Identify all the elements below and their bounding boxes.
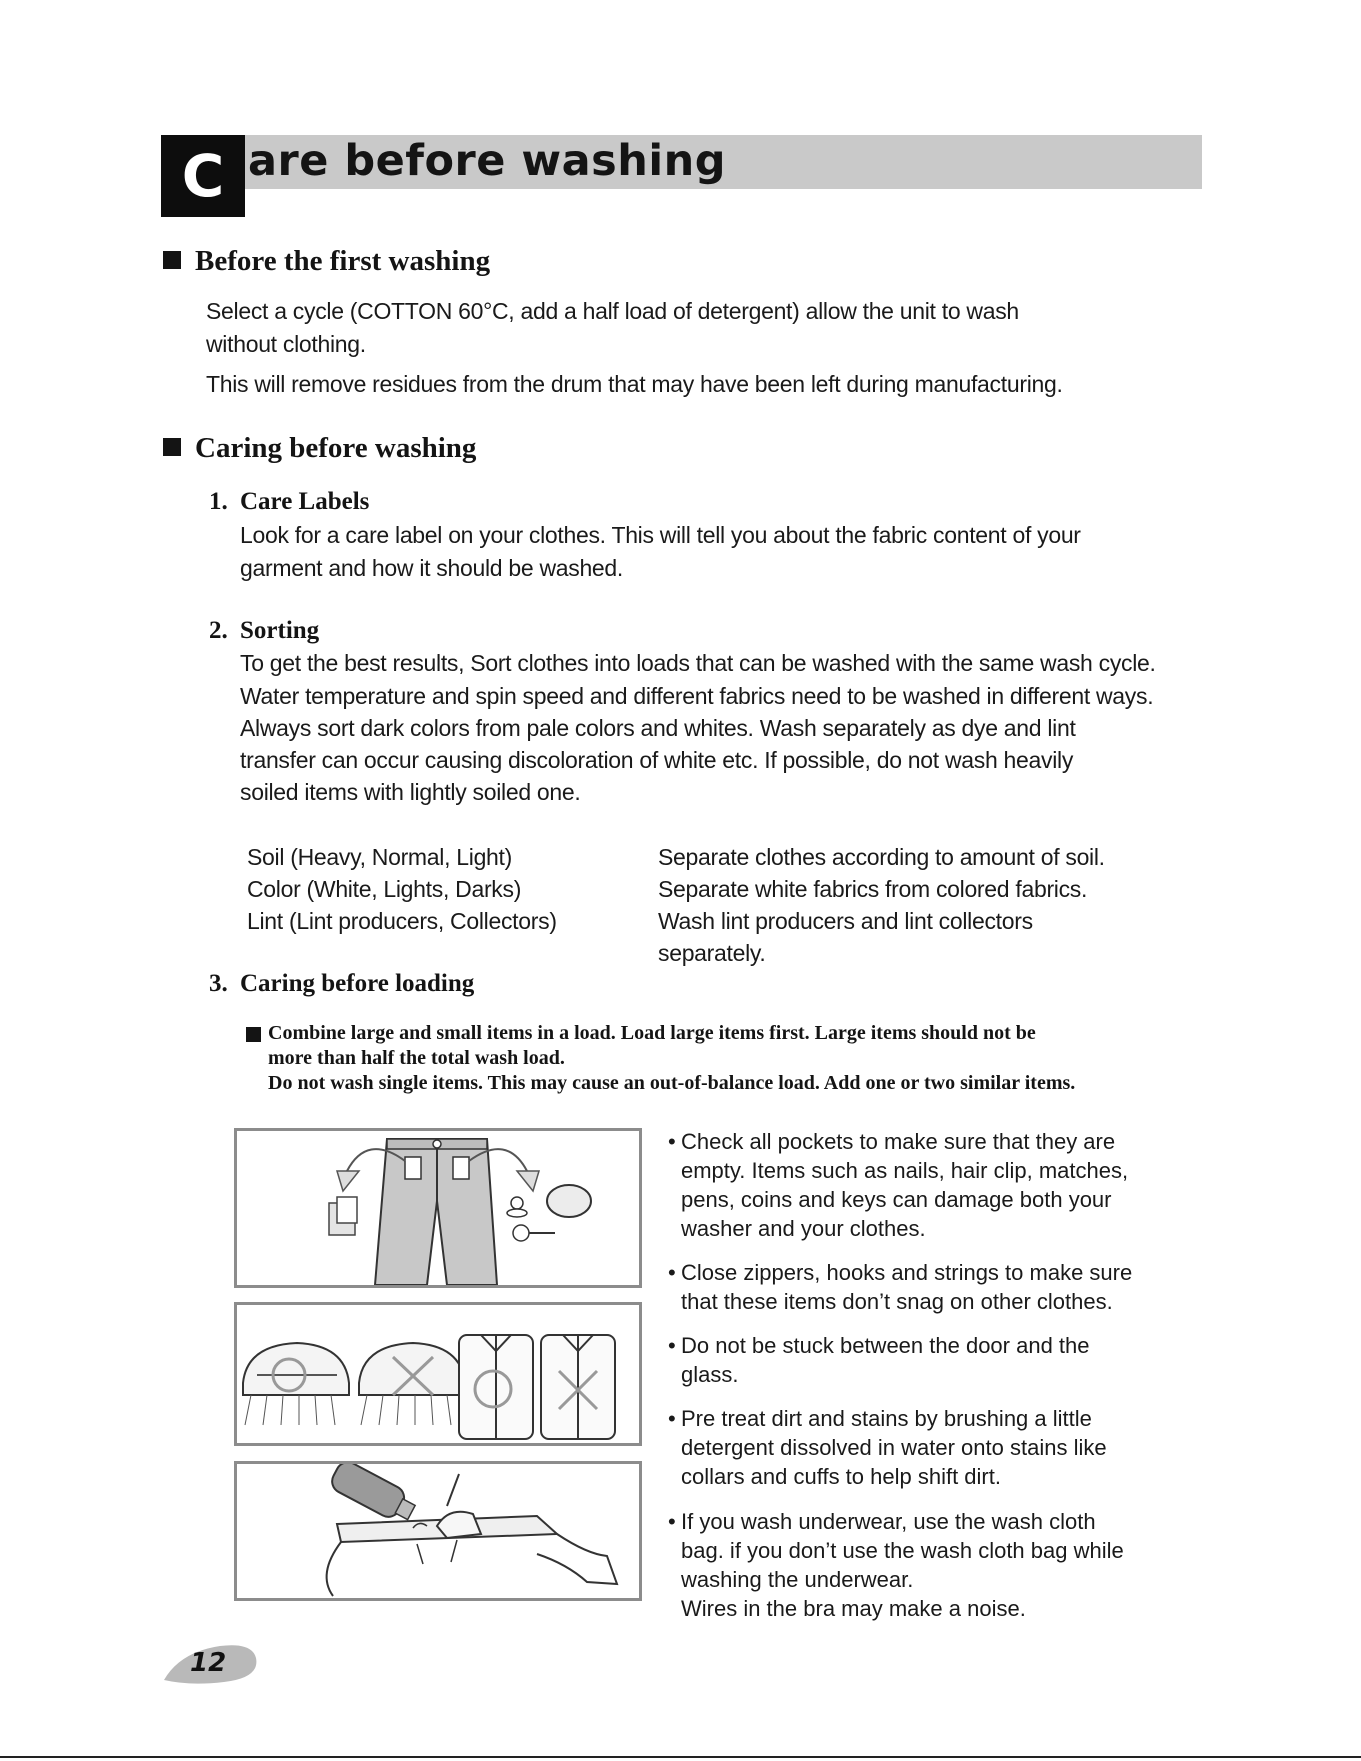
- bullet-dot-icon: •: [668, 1333, 676, 1358]
- paragraph-line: Water temperature and spin speed and different fabrics need to be washed in different ways.: [240, 683, 1154, 709]
- section-heading-first-washing: [163, 245, 490, 278]
- header-initial: C: [161, 135, 245, 217]
- bullet-line: If you wash underwear, use the wash cloth: [681, 1509, 1096, 1534]
- note-line: Do not wash single items. This may cause an out-of-balance load. Add one or two similar items.: [268, 1072, 1076, 1094]
- pants-pockets-illustration: [234, 1128, 642, 1288]
- bullet-line: pens, coins and keys can damage both your: [681, 1187, 1112, 1212]
- bullet-line: washer and your clothes.: [681, 1216, 926, 1241]
- paragraph-line: This will remove residues from the drum that may have been left during manufacturing.: [206, 371, 1063, 397]
- sort-action: Wash lint producers and lint collectors: [658, 908, 1033, 934]
- list-item: [668, 1127, 1129, 1243]
- item-title-caring-before-loading: Caring before loading: [240, 970, 475, 997]
- section-heading-text: Before the first washing: [195, 245, 491, 277]
- list-item: [668, 1258, 1133, 1316]
- page-title: are before washing: [248, 136, 726, 186]
- square-bullet-icon: [163, 438, 181, 456]
- paragraph-line: Look for a care label on your clothes. This will tell you about the fabric content of your: [240, 522, 1081, 548]
- bullet-line: Close zippers, hooks and strings to make sure: [681, 1260, 1133, 1285]
- bullet-line: Do not be stuck between the door and the: [681, 1333, 1090, 1358]
- sort-category: Soil (Heavy, Normal, Light): [247, 844, 513, 870]
- bullet-dot-icon: •: [668, 1406, 676, 1431]
- bullet-line: glass.: [681, 1362, 739, 1387]
- bottom-rule: [0, 1756, 1361, 1758]
- item-title-sorting: Sorting: [240, 617, 320, 644]
- item-number: 1.: [209, 488, 228, 515]
- item-title-care-labels: Care Labels: [240, 488, 370, 515]
- bullet-line: empty. Items such as nails, hair clip, matches,: [681, 1158, 1129, 1183]
- bullet-line: Check all pockets to make sure that they are: [681, 1129, 1116, 1154]
- zipper-jacket-illustration: [234, 1302, 642, 1446]
- paragraph-line: soiled items with lightly soiled one.: [240, 779, 581, 805]
- bullet-line: Pre treat dirt and stains by brushing a little: [681, 1406, 1092, 1431]
- paragraph-line: To get the best results, Sort clothes into loads that can be washed with the same wash cycle.: [240, 650, 1156, 676]
- sort-category: Lint (Lint producers, Collectors): [247, 908, 557, 934]
- list-item: [668, 1404, 1107, 1491]
- paragraph-line: Select a cycle (COTTON 60°C, add a half load of detergent) allow the unit to wash: [206, 298, 1019, 324]
- list-item: [668, 1331, 1090, 1389]
- bullet-line: collars and cuffs to help shift dirt.: [681, 1464, 1001, 1489]
- item-number: 3.: [209, 970, 228, 997]
- note-line: more than half the total wash load.: [268, 1047, 565, 1069]
- sort-action: Separate clothes according to amount of soil.: [658, 844, 1105, 870]
- square-bullet-icon: [163, 251, 181, 269]
- page-number: 12: [190, 1648, 227, 1678]
- paragraph-line: without clothing.: [206, 331, 366, 357]
- paragraph-line: Always sort dark colors from pale colors and whites. Wash separately as dye and lint: [240, 715, 1076, 741]
- paragraph-line: garment and how it should be washed.: [240, 555, 624, 581]
- bullet-dot-icon: •: [668, 1509, 676, 1534]
- bullet-dot-icon: •: [668, 1260, 676, 1285]
- item-number: 2.: [209, 617, 228, 644]
- sort-action: Separate white fabrics from colored fabrics.: [658, 876, 1088, 902]
- sort-category: Color (White, Lights, Darks): [247, 876, 522, 902]
- bullet-line: detergent dissolved in water onto stains like: [681, 1435, 1107, 1460]
- square-bullet-icon: [246, 1027, 261, 1042]
- bullet-line: Wires in the bra may make a noise.: [681, 1596, 1026, 1621]
- section-heading-caring: [163, 432, 476, 465]
- bullet-dot-icon: •: [668, 1129, 676, 1154]
- bullet-line: that these items don’t snag on other clothes.: [681, 1289, 1113, 1314]
- section-heading-text: Caring before washing: [195, 432, 477, 464]
- note-line: Combine large and small items in a load. Load large items first. Large items should not be: [268, 1022, 1036, 1044]
- collar-pretreat-illustration: [234, 1461, 642, 1601]
- paragraph-line: transfer can occur causing discoloration of white etc. If possible, do not wash heavily: [240, 747, 1074, 773]
- list-item: [668, 1507, 1124, 1623]
- sort-action: separately.: [658, 940, 766, 966]
- bullet-line: bag. if you don’t use the wash cloth bag while: [681, 1538, 1124, 1563]
- bullet-line: washing the underwear.: [681, 1567, 914, 1592]
